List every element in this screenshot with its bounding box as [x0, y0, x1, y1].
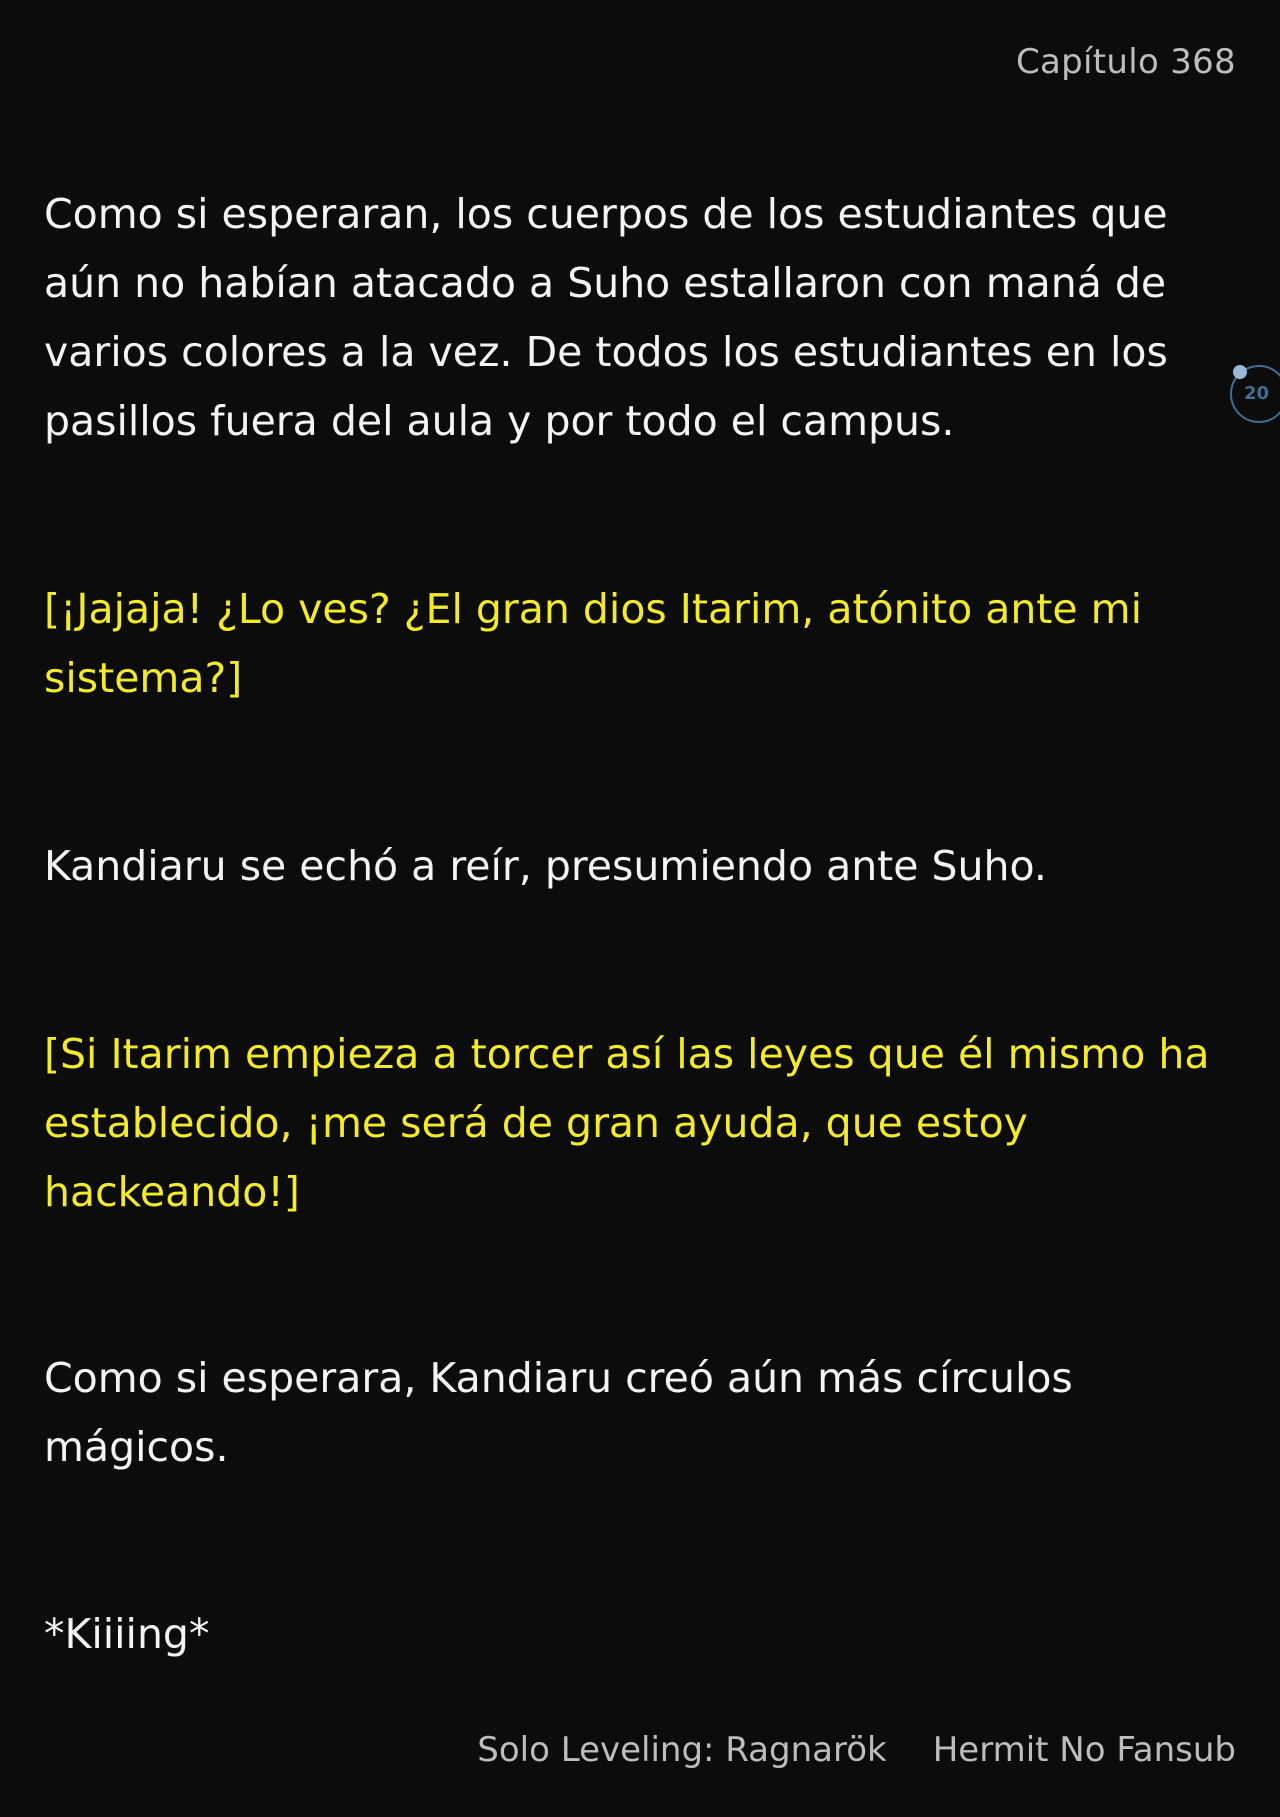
chapter-title: Capítulo 368 [1015, 42, 1236, 82]
indicator-dot-icon [1233, 365, 1247, 379]
novel-title: Solo Leveling: Ragnarök [477, 1730, 887, 1770]
paragraph-sound-effect: *Kiiiing* [44, 1610, 210, 1658]
translator-credit: Hermit No Fansub [932, 1730, 1236, 1770]
paragraph-system-message: [Si Itarim empieza a torcer así las leyes que él mismo ha establecido, ¡me será de gran ayuda, que estoy hackeando!] [44, 1030, 1210, 1216]
paragraph-narration: Kandiaru se echó a reír, presumiendo ante Suho. [44, 842, 1047, 890]
page-indicator-bubble[interactable] [1230, 365, 1280, 423]
page-number: 20 [1244, 383, 1270, 404]
footer [477, 1730, 1236, 1770]
paragraph-system-message: [¡Jajaja! ¿Lo ves? ¿El gran dios Itarim, atónito ante mi sistema?] [44, 585, 1142, 702]
paragraph-narration: Como si esperara, Kandiaru creó aún más círculos mágicos. [44, 1354, 1073, 1471]
paragraph-narration: Como si esperaran, los cuerpos de los estudiantes que aún no habían atacado a Suho estallaron con maná de varios colores a la vez. De todos los estudiantes en los pasillos fuera del aula y por todo el campus. [44, 190, 1168, 445]
